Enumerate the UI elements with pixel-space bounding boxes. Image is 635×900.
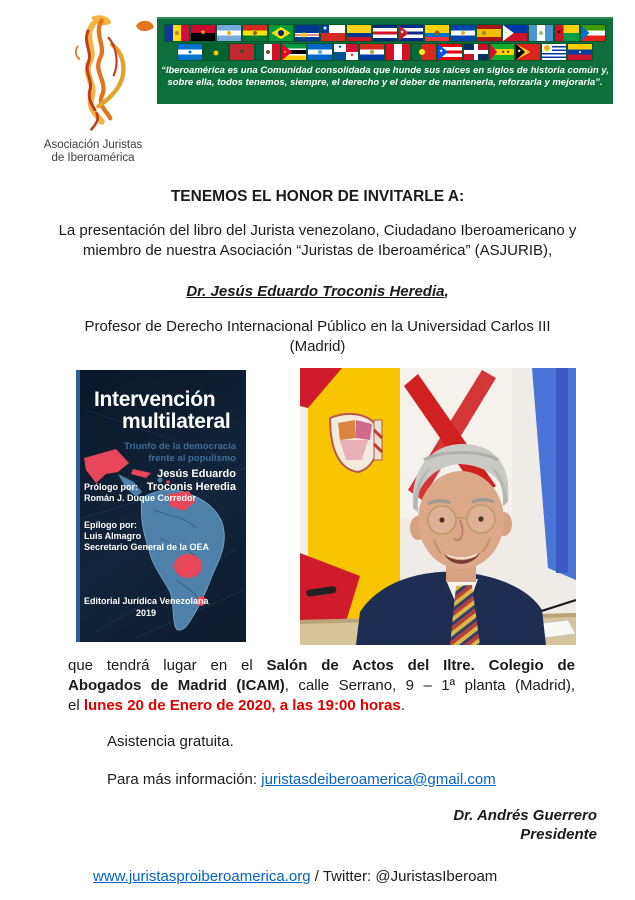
flag-paraguay-icon — [360, 44, 384, 60]
flag-guatemala-icon — [529, 25, 553, 41]
flag-costa-rica-icon — [373, 25, 397, 41]
flag-guinea-bissau-icon: ★ — [555, 25, 579, 41]
iberoamerica-banner — [157, 17, 613, 104]
book-author-line2: Troconis Heredia — [146, 481, 236, 493]
author-title-line2: (Madrid) — [289, 338, 346, 355]
speaker-photo — [300, 368, 576, 645]
flags-row-1 — [157, 25, 613, 41]
intro-line2: miembro de nuestra Asociación “Juristas de Iberoamérica” (ASJURIB), — [82, 242, 553, 259]
flag-dominican-republic-icon — [464, 44, 488, 60]
book-year: 2019 — [135, 608, 157, 618]
book-author-line1: Jesús Eduardo — [157, 468, 236, 480]
flag-equatorial-guinea-icon — [581, 25, 605, 41]
flag-ecuador-icon — [425, 25, 449, 41]
flag-nicaragua-icon — [308, 44, 332, 60]
book-epilogue-label: Epílogo por: — [84, 520, 137, 530]
book-subtitle-line1: Triunfo de la democracia — [124, 441, 236, 452]
flag-puerto-rico-icon: ★ — [438, 44, 462, 60]
flag-panama-icon: ★ ★ — [334, 44, 358, 60]
book-title-line1: Intervención — [94, 388, 216, 411]
flag-mexico-icon — [256, 44, 280, 60]
footer-links — [93, 868, 497, 885]
signature-block — [0, 806, 597, 844]
page-title: TENEMOS EL HONOR DE INVITARLE A: — [170, 188, 465, 205]
flag-cape-verde-icon — [295, 25, 319, 41]
book-prologue — [84, 482, 196, 504]
flag-el-salvador-icon — [451, 25, 475, 41]
book-prologue-author: Román J. Duque Corredor — [84, 493, 197, 503]
flag-uruguay-icon — [542, 44, 566, 60]
flag-peru-icon — [386, 44, 410, 60]
flag-honduras-icon — [178, 44, 202, 60]
free-admission-note: Asistencia gratuita. — [107, 733, 234, 750]
footer-separator: / Twitter: — [310, 868, 376, 885]
flag-sao-tome-icon: ★ ★ — [490, 44, 514, 60]
author-title — [0, 317, 635, 357]
venue-line1-bold: Salón de Actos del Iltre. Colegio de — [266, 657, 575, 674]
flag-andorra-icon — [165, 25, 189, 41]
venue-line2-bold: Abogados de Madrid (ICAM) — [68, 677, 285, 694]
flags-row-2 — [157, 44, 613, 60]
event-date-time: lunes 20 de Enero de 2020, a las 19:00 horas — [83, 697, 401, 714]
venue-paragraph — [68, 656, 575, 716]
venue-line1-normal: que tendrá lugar en el — [68, 657, 267, 674]
contact-email-link[interactable]: juristasdeiberoamerica@gmail.com — [261, 771, 496, 788]
book-subtitle-line2: frente al populismo — [148, 452, 236, 464]
flag-mozambique-icon: ★ — [282, 44, 306, 60]
author-name-line — [0, 283, 635, 300]
flag-venezuela-icon — [568, 44, 592, 60]
author-name: Dr. Jesús Eduardo Troconis Heredia — [186, 283, 445, 300]
flag-bolivia-icon — [243, 25, 267, 41]
more-info-label: Para más información: — [107, 771, 262, 788]
logo-caption-line1: Asociación Juristas — [43, 139, 143, 151]
venue-line2-normal: , calle Serrano, 9 – 1ª planta (Madrid), — [284, 677, 575, 694]
speaker-photo-art — [300, 368, 576, 645]
banner-quote — [157, 65, 613, 88]
asjurib-logo-icon — [40, 6, 160, 138]
book-publisher: Editorial Jurídica Venezolana — [84, 596, 209, 606]
book-epilogue-author-title: Secretario General de la OEA — [84, 542, 210, 552]
book-subtitle — [124, 441, 236, 464]
venue-line3-normal: el — [68, 697, 84, 714]
book-epilogue-author: Luis Almagro — [84, 531, 142, 541]
venue-line2 — [68, 676, 575, 696]
logo-caption-line2: de Iberoamérica — [51, 152, 135, 164]
website-link[interactable]: www.juristasproiberoamerica.org — [93, 868, 311, 885]
flag-spain-icon — [477, 25, 501, 41]
flag-timor-leste-icon: ★ — [516, 44, 540, 60]
banner-quote-line1: “Iberoamérica es una Comunidad consolidada que hunde sus raíces en siglos de historia común y, — [161, 65, 609, 76]
venue-line1 — [68, 656, 575, 676]
book-cover-image — [76, 370, 246, 642]
flag-cuba-icon: ★ — [399, 25, 423, 41]
intro-paragraph — [0, 221, 635, 261]
flag-chile-icon: ★ — [321, 25, 345, 41]
venue-line3-period: . — [400, 697, 405, 714]
banner-quote-line2: sobre ella, todos tenemos, siempre, el derecho y el deber de mantenerla, reforzarla y mejorarla”. — [167, 76, 603, 88]
book-title-line2: multilateral — [122, 410, 231, 433]
flag-morocco-icon: ★ — [230, 44, 254, 60]
flag-angola-icon: ★ — [191, 25, 215, 41]
flag-philippines-icon: ★ — [503, 25, 527, 41]
book-prologue-label: Prólogo por: — [84, 482, 138, 492]
twitter-handle: @JuristasIberoam — [375, 868, 498, 885]
more-info-line — [107, 771, 496, 788]
venue-line3 — [68, 696, 575, 716]
flag-argentina-icon — [217, 25, 241, 41]
book-epilogue — [84, 520, 209, 553]
author-name-comma: , — [444, 283, 449, 300]
flag-colombia-icon — [347, 25, 371, 41]
author-title-line1: Profesor de Derecho Internacional Público en la Universidad Carlos III — [84, 318, 551, 335]
intro-line1: La presentación del libro del Jurista venezolano, Ciudadano Iberoamericano y — [58, 222, 577, 239]
flag-portugal-icon — [412, 44, 436, 60]
signature-title: Presidente — [520, 826, 597, 843]
signature-name: Dr. Andrés Guerrero — [453, 807, 597, 824]
logo-caption — [18, 139, 168, 165]
flag-brazil-icon — [269, 25, 293, 41]
flag-green-emblem-icon — [204, 44, 228, 60]
